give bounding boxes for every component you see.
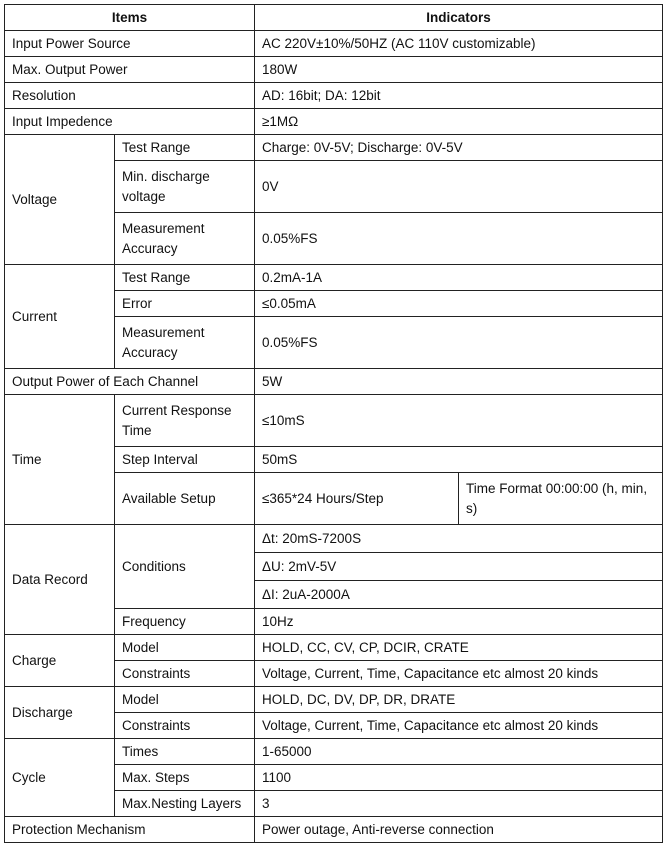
- item-value: 50mS: [255, 447, 663, 473]
- table-row: [5, 395, 663, 447]
- table-row: [5, 369, 663, 395]
- header-items: Items: [5, 5, 255, 31]
- table-row: [5, 525, 663, 553]
- item-label: Resolution: [5, 83, 255, 109]
- sub-item-label: Measurement Accuracy: [115, 213, 255, 265]
- item-value: 0V: [255, 161, 663, 213]
- sub-item-label: Model: [115, 635, 255, 661]
- item-value: HOLD, DC, DV, DP, DR, DRATE: [255, 687, 663, 713]
- sub-item-label: Error: [115, 291, 255, 317]
- sub-item-label: Max.Nesting Layers: [115, 791, 255, 817]
- item-label: Output Power of Each Channel: [5, 369, 255, 395]
- item-value: Voltage, Current, Time, Capacitance etc almost 20 kinds: [255, 713, 663, 739]
- sub-item-label: Times: [115, 739, 255, 765]
- time-format-note: Time Format 00:00:00 (h, min, s): [459, 473, 663, 525]
- sub-item-label: Test Range: [115, 265, 255, 291]
- table-row: [5, 687, 663, 713]
- item-value: Voltage, Current, Time, Capacitance etc almost 20 kinds: [255, 661, 663, 687]
- item-value: 10Hz: [255, 609, 663, 635]
- item-value: Power outage, Anti-reverse connection: [255, 817, 663, 843]
- item-value: 180W: [255, 57, 663, 83]
- table-row: [5, 109, 663, 135]
- group-label-time: Time: [5, 395, 115, 525]
- group-label-discharge: Discharge: [5, 687, 115, 739]
- header-indicators: Indicators: [255, 5, 663, 31]
- sub-item-label: Constraints: [115, 713, 255, 739]
- table-row: [5, 57, 663, 83]
- item-value: 0.05%FS: [255, 317, 663, 369]
- table-row: [5, 635, 663, 661]
- condition-delta-i: ΔI: 2uA-2000A: [255, 581, 663, 609]
- item-value: 1-65000: [255, 739, 663, 765]
- item-label: Input Power Source: [5, 31, 255, 57]
- spec-table: [4, 4, 663, 843]
- item-label: Input Impedence: [5, 109, 255, 135]
- item-value: 0.2mA-1A: [255, 265, 663, 291]
- sub-item-label: Min. discharge voltage: [115, 161, 255, 213]
- sub-item-label: Conditions: [115, 525, 255, 609]
- item-value: 1100: [255, 765, 663, 791]
- item-value: 5W: [255, 369, 663, 395]
- condition-delta-u: ΔU: 2mV-5V: [255, 553, 663, 581]
- item-value: ≤365*24 Hours/Step: [255, 473, 459, 525]
- group-label-voltage: Voltage: [5, 135, 115, 265]
- table-row: [5, 739, 663, 765]
- table-row: [5, 265, 663, 291]
- table-row: [5, 83, 663, 109]
- item-value: ≥1MΩ: [255, 109, 663, 135]
- sub-item-label: Constraints: [115, 661, 255, 687]
- table-row: [5, 31, 663, 57]
- group-label-current: Current: [5, 265, 115, 369]
- group-label-charge: Charge: [5, 635, 115, 687]
- item-label: Protection Mechanism: [5, 817, 255, 843]
- item-value: HOLD, CC, CV, CP, DCIR, CRATE: [255, 635, 663, 661]
- item-value: 3: [255, 791, 663, 817]
- item-value: AD: 16bit; DA: 12bit: [255, 83, 663, 109]
- item-label: Max. Output Power: [5, 57, 255, 83]
- item-value: ≤0.05mA: [255, 291, 663, 317]
- sub-item-label: Current Response Time: [115, 395, 255, 447]
- sub-item-label: Model: [115, 687, 255, 713]
- item-value: AC 220V±10%/50HZ (AC 110V customizable): [255, 31, 663, 57]
- group-label-data-record: Data Record: [5, 525, 115, 635]
- table-row: [5, 817, 663, 843]
- item-value: Charge: 0V-5V; Discharge: 0V-5V: [255, 135, 663, 161]
- sub-item-label: Measurement Accuracy: [115, 317, 255, 369]
- condition-delta-t: Δt: 20mS-7200S: [255, 525, 663, 553]
- item-value: ≤10mS: [255, 395, 663, 447]
- sub-item-label: Available Setup: [115, 473, 255, 525]
- group-label-cycle: Cycle: [5, 739, 115, 817]
- item-value: 0.05%FS: [255, 213, 663, 265]
- sub-item-label: Frequency: [115, 609, 255, 635]
- sub-item-label: Step Interval: [115, 447, 255, 473]
- sub-item-label: Max. Steps: [115, 765, 255, 791]
- table-row: [5, 135, 663, 161]
- sub-item-label: Test Range: [115, 135, 255, 161]
